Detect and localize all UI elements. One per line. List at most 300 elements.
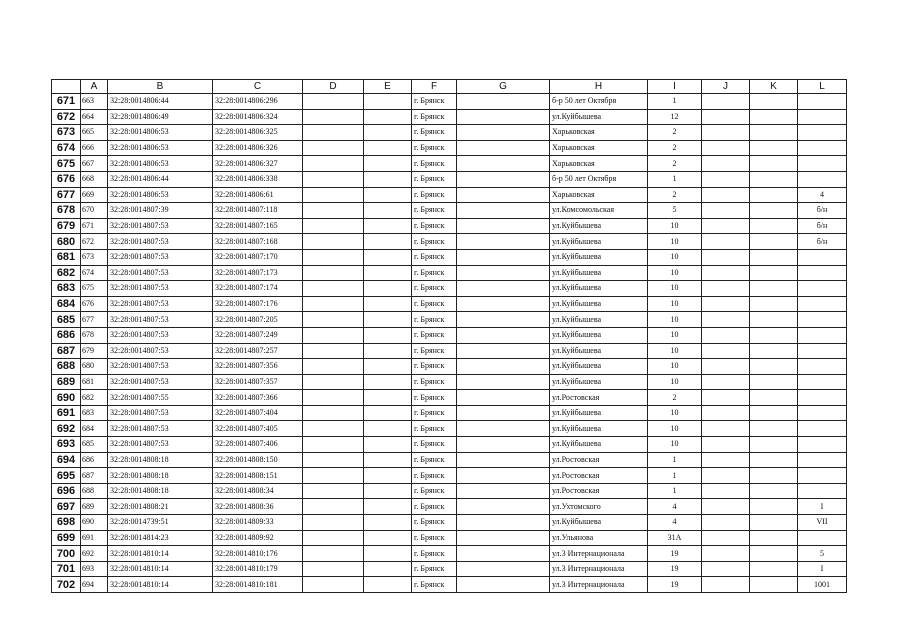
cell-l[interactable] bbox=[798, 249, 847, 265]
cell-g[interactable] bbox=[457, 343, 550, 359]
cell-b[interactable]: 32:28:0014739:51 bbox=[108, 515, 213, 531]
cell-k[interactable] bbox=[750, 109, 798, 125]
cell-a[interactable]: 691 bbox=[81, 530, 108, 546]
cell-h[interactable]: ул.Комсомольская bbox=[550, 203, 648, 219]
cell-i[interactable]: 1 bbox=[648, 171, 702, 187]
cell-b[interactable]: 32:28:0014807:53 bbox=[108, 421, 213, 437]
cell-i[interactable]: 19 bbox=[648, 546, 702, 562]
cell-g[interactable] bbox=[457, 125, 550, 141]
cell-c[interactable]: 32:28:0014807:118 bbox=[213, 203, 303, 219]
cell-b[interactable]: 32:28:0014806:44 bbox=[108, 94, 213, 110]
cell-j[interactable] bbox=[702, 94, 750, 110]
cell-b[interactable]: 32:28:0014807:55 bbox=[108, 390, 213, 406]
cell-e[interactable] bbox=[364, 171, 412, 187]
cell-h[interactable]: ул.Куйбышева bbox=[550, 437, 648, 453]
cell-c[interactable]: 32:28:0014807:357 bbox=[213, 374, 303, 390]
cell-f[interactable]: г. Брянск bbox=[412, 171, 457, 187]
cell-b[interactable]: 32:28:0014807:53 bbox=[108, 343, 213, 359]
cell-i[interactable]: 2 bbox=[648, 390, 702, 406]
cell-i[interactable]: 4 bbox=[648, 515, 702, 531]
cell-i[interactable]: 1 bbox=[648, 452, 702, 468]
cell-l[interactable] bbox=[798, 171, 847, 187]
cell-e[interactable] bbox=[364, 156, 412, 172]
cell-a[interactable]: 685 bbox=[81, 437, 108, 453]
cell-i[interactable]: 10 bbox=[648, 265, 702, 281]
column-header-f[interactable]: F bbox=[412, 80, 457, 94]
cell-j[interactable] bbox=[702, 483, 750, 499]
cell-l[interactable]: б/н bbox=[798, 218, 847, 234]
cell-a[interactable]: 684 bbox=[81, 421, 108, 437]
cell-a[interactable]: 668 bbox=[81, 171, 108, 187]
cell-b[interactable]: 32:28:0014807:39 bbox=[108, 203, 213, 219]
cell-b[interactable]: 32:28:0014810:14 bbox=[108, 546, 213, 562]
column-header-d[interactable]: D bbox=[303, 80, 364, 94]
cell-c[interactable]: 32:28:0014807:173 bbox=[213, 265, 303, 281]
cell-g[interactable] bbox=[457, 140, 550, 156]
cell-f[interactable]: г. Брянск bbox=[412, 281, 457, 297]
cell-i[interactable]: 10 bbox=[648, 281, 702, 297]
cell-e[interactable] bbox=[364, 125, 412, 141]
cell-e[interactable] bbox=[364, 374, 412, 390]
cell-c[interactable]: 32:28:0014807:366 bbox=[213, 390, 303, 406]
cell-c[interactable]: 32:28:0014806:326 bbox=[213, 140, 303, 156]
cell-g[interactable] bbox=[457, 234, 550, 250]
cell-b[interactable]: 32:28:0014806:53 bbox=[108, 187, 213, 203]
cell-c[interactable]: 32:28:0014810:179 bbox=[213, 561, 303, 577]
cell-f[interactable]: г. Брянск bbox=[412, 405, 457, 421]
cell-b[interactable]: 32:28:0014807:53 bbox=[108, 249, 213, 265]
cell-g[interactable] bbox=[457, 390, 550, 406]
cell-f[interactable]: г. Брянск bbox=[412, 312, 457, 328]
cell-k[interactable] bbox=[750, 187, 798, 203]
cell-e[interactable] bbox=[364, 577, 412, 593]
column-header-b[interactable]: B bbox=[108, 80, 213, 94]
cell-i[interactable]: 4 bbox=[648, 499, 702, 515]
row-number[interactable]: 674 bbox=[52, 140, 81, 156]
cell-l[interactable] bbox=[798, 374, 847, 390]
cell-h[interactable]: б-р 50 лет Октября bbox=[550, 171, 648, 187]
cell-i[interactable]: 1 bbox=[648, 468, 702, 484]
cell-h[interactable]: ул.Куйбышева bbox=[550, 343, 648, 359]
cell-b[interactable]: 32:28:0014807:53 bbox=[108, 374, 213, 390]
cell-f[interactable]: г. Брянск bbox=[412, 156, 457, 172]
row-number[interactable]: 680 bbox=[52, 234, 81, 250]
column-header-c[interactable]: C bbox=[213, 80, 303, 94]
cell-d[interactable] bbox=[303, 390, 364, 406]
cell-a[interactable]: 681 bbox=[81, 374, 108, 390]
cell-h[interactable]: Харьковская bbox=[550, 187, 648, 203]
cell-j[interactable] bbox=[702, 499, 750, 515]
cell-c[interactable]: 32:28:0014809:33 bbox=[213, 515, 303, 531]
cell-i[interactable]: 12 bbox=[648, 109, 702, 125]
row-number[interactable]: 691 bbox=[52, 405, 81, 421]
cell-c[interactable]: 32:28:0014807:356 bbox=[213, 359, 303, 375]
cell-c[interactable]: 32:28:0014807:174 bbox=[213, 281, 303, 297]
cell-d[interactable] bbox=[303, 187, 364, 203]
cell-h[interactable]: ул.Куйбышева bbox=[550, 359, 648, 375]
cell-e[interactable] bbox=[364, 483, 412, 499]
cell-f[interactable]: г. Брянск bbox=[412, 343, 457, 359]
cell-j[interactable] bbox=[702, 218, 750, 234]
cell-l[interactable]: 1001 bbox=[798, 577, 847, 593]
cell-k[interactable] bbox=[750, 312, 798, 328]
cell-c[interactable]: 32:28:0014807:165 bbox=[213, 218, 303, 234]
cell-d[interactable] bbox=[303, 561, 364, 577]
cell-l[interactable] bbox=[798, 530, 847, 546]
cell-f[interactable]: г. Брянск bbox=[412, 468, 457, 484]
cell-a[interactable]: 679 bbox=[81, 343, 108, 359]
cell-a[interactable]: 686 bbox=[81, 452, 108, 468]
cell-a[interactable]: 676 bbox=[81, 296, 108, 312]
row-number[interactable]: 683 bbox=[52, 281, 81, 297]
cell-c[interactable]: 32:28:0014806:61 bbox=[213, 187, 303, 203]
cell-g[interactable] bbox=[457, 452, 550, 468]
cell-b[interactable]: 32:28:0014814:23 bbox=[108, 530, 213, 546]
row-number[interactable]: 672 bbox=[52, 109, 81, 125]
cell-k[interactable] bbox=[750, 483, 798, 499]
cell-h[interactable]: ул.Куйбышева bbox=[550, 249, 648, 265]
cell-e[interactable] bbox=[364, 515, 412, 531]
cell-h[interactable]: ул.Куйбышева bbox=[550, 421, 648, 437]
cell-f[interactable]: г. Брянск bbox=[412, 109, 457, 125]
cell-c[interactable]: 32:28:0014807:170 bbox=[213, 249, 303, 265]
cell-g[interactable] bbox=[457, 374, 550, 390]
cell-k[interactable] bbox=[750, 421, 798, 437]
row-number[interactable]: 694 bbox=[52, 452, 81, 468]
cell-h[interactable]: ул.Ростовская bbox=[550, 483, 648, 499]
cell-i[interactable]: 10 bbox=[648, 359, 702, 375]
cell-g[interactable] bbox=[457, 359, 550, 375]
cell-h[interactable]: ул.Куйбышева bbox=[550, 405, 648, 421]
cell-k[interactable] bbox=[750, 156, 798, 172]
cell-c[interactable]: 32:28:0014806:296 bbox=[213, 94, 303, 110]
cell-f[interactable]: г. Брянск bbox=[412, 452, 457, 468]
cell-a[interactable]: 690 bbox=[81, 515, 108, 531]
cell-c[interactable]: 32:28:0014810:181 bbox=[213, 577, 303, 593]
cell-k[interactable] bbox=[750, 468, 798, 484]
cell-i[interactable]: 19 bbox=[648, 561, 702, 577]
cell-k[interactable] bbox=[750, 140, 798, 156]
cell-e[interactable] bbox=[364, 249, 412, 265]
cell-l[interactable] bbox=[798, 390, 847, 406]
cell-d[interactable] bbox=[303, 203, 364, 219]
cell-g[interactable] bbox=[457, 499, 550, 515]
cell-j[interactable] bbox=[702, 187, 750, 203]
cell-h[interactable]: ул.Куйбышева bbox=[550, 515, 648, 531]
cell-b[interactable]: 32:28:0014807:53 bbox=[108, 312, 213, 328]
cell-k[interactable] bbox=[750, 515, 798, 531]
cell-a[interactable]: 664 bbox=[81, 109, 108, 125]
cell-k[interactable] bbox=[750, 218, 798, 234]
cell-i[interactable]: 1 bbox=[648, 483, 702, 499]
cell-j[interactable] bbox=[702, 405, 750, 421]
cell-b[interactable]: 32:28:0014807:53 bbox=[108, 327, 213, 343]
cell-h[interactable]: ул.Куйбышева bbox=[550, 312, 648, 328]
cell-e[interactable] bbox=[364, 546, 412, 562]
cell-d[interactable] bbox=[303, 234, 364, 250]
cell-j[interactable] bbox=[702, 577, 750, 593]
cell-l[interactable] bbox=[798, 421, 847, 437]
cell-h[interactable]: ул.Ростовская bbox=[550, 468, 648, 484]
cell-l[interactable]: б/н bbox=[798, 234, 847, 250]
cell-j[interactable] bbox=[702, 530, 750, 546]
cell-j[interactable] bbox=[702, 171, 750, 187]
column-header-i[interactable]: I bbox=[648, 80, 702, 94]
row-number[interactable]: 675 bbox=[52, 156, 81, 172]
cell-i[interactable]: 31А bbox=[648, 530, 702, 546]
row-number[interactable]: 692 bbox=[52, 421, 81, 437]
cell-a[interactable]: 673 bbox=[81, 249, 108, 265]
cell-a[interactable]: 677 bbox=[81, 312, 108, 328]
cell-i[interactable]: 2 bbox=[648, 140, 702, 156]
cell-b[interactable]: 32:28:0014806:53 bbox=[108, 125, 213, 141]
cell-a[interactable]: 678 bbox=[81, 327, 108, 343]
cell-b[interactable]: 32:28:0014808:18 bbox=[108, 483, 213, 499]
cell-j[interactable] bbox=[702, 312, 750, 328]
cell-e[interactable] bbox=[364, 109, 412, 125]
cell-c[interactable]: 32:28:0014806:338 bbox=[213, 171, 303, 187]
cell-e[interactable] bbox=[364, 530, 412, 546]
cell-h[interactable]: ул.Куйбышева bbox=[550, 218, 648, 234]
cell-h[interactable]: ул.Куйбышева bbox=[550, 265, 648, 281]
cell-i[interactable]: 5 bbox=[648, 203, 702, 219]
cell-j[interactable] bbox=[702, 421, 750, 437]
cell-f[interactable]: г. Брянск bbox=[412, 530, 457, 546]
cell-g[interactable] bbox=[457, 546, 550, 562]
cell-j[interactable] bbox=[702, 281, 750, 297]
cell-j[interactable] bbox=[702, 359, 750, 375]
cell-a[interactable]: 682 bbox=[81, 390, 108, 406]
cell-b[interactable]: 32:28:0014806:53 bbox=[108, 156, 213, 172]
row-number[interactable]: 688 bbox=[52, 359, 81, 375]
column-header-j[interactable]: J bbox=[702, 80, 750, 94]
cell-d[interactable] bbox=[303, 359, 364, 375]
cell-h[interactable]: б-р 50 лет Октября bbox=[550, 94, 648, 110]
cell-g[interactable] bbox=[457, 249, 550, 265]
cell-f[interactable]: г. Брянск bbox=[412, 265, 457, 281]
cell-g[interactable] bbox=[457, 437, 550, 453]
cell-h[interactable]: Харьковская bbox=[550, 156, 648, 172]
cell-i[interactable]: 2 bbox=[648, 156, 702, 172]
cell-a[interactable]: 666 bbox=[81, 140, 108, 156]
cell-a[interactable]: 689 bbox=[81, 499, 108, 515]
cell-h[interactable]: ул.Куйбышева bbox=[550, 296, 648, 312]
cell-g[interactable] bbox=[457, 265, 550, 281]
cell-k[interactable] bbox=[750, 203, 798, 219]
cell-c[interactable]: 32:28:0014807:205 bbox=[213, 312, 303, 328]
row-number[interactable]: 689 bbox=[52, 374, 81, 390]
cell-b[interactable]: 32:28:0014808:21 bbox=[108, 499, 213, 515]
cell-d[interactable] bbox=[303, 515, 364, 531]
cell-b[interactable]: 32:28:0014806:44 bbox=[108, 171, 213, 187]
cell-l[interactable] bbox=[798, 452, 847, 468]
row-number[interactable]: 685 bbox=[52, 312, 81, 328]
cell-e[interactable] bbox=[364, 187, 412, 203]
cell-e[interactable] bbox=[364, 218, 412, 234]
cell-b[interactable]: 32:28:0014807:53 bbox=[108, 359, 213, 375]
cell-g[interactable] bbox=[457, 515, 550, 531]
cell-l[interactable] bbox=[798, 296, 847, 312]
cell-d[interactable] bbox=[303, 374, 364, 390]
cell-g[interactable] bbox=[457, 421, 550, 437]
column-header-h[interactable]: H bbox=[550, 80, 648, 94]
cell-h[interactable]: ул.Ростовская bbox=[550, 452, 648, 468]
cell-l[interactable]: б/н bbox=[798, 203, 847, 219]
cell-f[interactable]: г. Брянск bbox=[412, 374, 457, 390]
cell-k[interactable] bbox=[750, 499, 798, 515]
cell-l[interactable] bbox=[798, 312, 847, 328]
cell-b[interactable]: 32:28:0014807:53 bbox=[108, 296, 213, 312]
cell-e[interactable] bbox=[364, 468, 412, 484]
cell-a[interactable]: 669 bbox=[81, 187, 108, 203]
cell-h[interactable]: ул.Ростовская bbox=[550, 390, 648, 406]
cell-j[interactable] bbox=[702, 437, 750, 453]
cell-g[interactable] bbox=[457, 530, 550, 546]
cell-f[interactable]: г. Брянск bbox=[412, 249, 457, 265]
cell-e[interactable] bbox=[364, 561, 412, 577]
cell-l[interactable]: 5 bbox=[798, 546, 847, 562]
row-number[interactable]: 690 bbox=[52, 390, 81, 406]
cell-j[interactable] bbox=[702, 140, 750, 156]
row-number[interactable]: 700 bbox=[52, 546, 81, 562]
cell-d[interactable] bbox=[303, 546, 364, 562]
cell-d[interactable] bbox=[303, 421, 364, 437]
cell-f[interactable]: г. Брянск bbox=[412, 577, 457, 593]
cell-k[interactable] bbox=[750, 374, 798, 390]
cell-d[interactable] bbox=[303, 140, 364, 156]
cell-a[interactable]: 687 bbox=[81, 468, 108, 484]
cell-k[interactable] bbox=[750, 359, 798, 375]
cell-a[interactable]: 671 bbox=[81, 218, 108, 234]
cell-j[interactable] bbox=[702, 125, 750, 141]
cell-f[interactable]: г. Брянск bbox=[412, 234, 457, 250]
cell-l[interactable] bbox=[798, 327, 847, 343]
cell-h[interactable]: ул.Ульянова bbox=[550, 530, 648, 546]
cell-b[interactable]: 32:28:0014810:14 bbox=[108, 561, 213, 577]
cell-b[interactable]: 32:28:0014810:14 bbox=[108, 577, 213, 593]
cell-g[interactable] bbox=[457, 281, 550, 297]
cell-j[interactable] bbox=[702, 546, 750, 562]
cell-e[interactable] bbox=[364, 140, 412, 156]
cell-k[interactable] bbox=[750, 281, 798, 297]
cell-b[interactable]: 32:28:0014807:53 bbox=[108, 218, 213, 234]
cell-j[interactable] bbox=[702, 296, 750, 312]
cell-g[interactable] bbox=[457, 483, 550, 499]
cell-g[interactable] bbox=[457, 156, 550, 172]
column-header-e[interactable]: E bbox=[364, 80, 412, 94]
cell-d[interactable] bbox=[303, 343, 364, 359]
cell-l[interactable] bbox=[798, 343, 847, 359]
row-number[interactable]: 697 bbox=[52, 499, 81, 515]
cell-k[interactable] bbox=[750, 546, 798, 562]
cell-i[interactable]: 2 bbox=[648, 187, 702, 203]
cell-d[interactable] bbox=[303, 249, 364, 265]
cell-i[interactable]: 10 bbox=[648, 218, 702, 234]
cell-j[interactable] bbox=[702, 390, 750, 406]
cell-k[interactable] bbox=[750, 577, 798, 593]
cell-d[interactable] bbox=[303, 499, 364, 515]
cell-b[interactable]: 32:28:0014807:53 bbox=[108, 265, 213, 281]
cell-k[interactable] bbox=[750, 265, 798, 281]
cell-j[interactable] bbox=[702, 234, 750, 250]
cell-c[interactable]: 32:28:0014807:168 bbox=[213, 234, 303, 250]
cell-a[interactable]: 680 bbox=[81, 359, 108, 375]
row-number[interactable]: 679 bbox=[52, 218, 81, 234]
cell-e[interactable] bbox=[364, 421, 412, 437]
cell-c[interactable]: 32:28:0014807:249 bbox=[213, 327, 303, 343]
column-header-l[interactable]: L bbox=[798, 80, 847, 94]
row-number[interactable]: 681 bbox=[52, 249, 81, 265]
cell-g[interactable] bbox=[457, 187, 550, 203]
cell-a[interactable]: 672 bbox=[81, 234, 108, 250]
row-number[interactable]: 684 bbox=[52, 296, 81, 312]
cell-j[interactable] bbox=[702, 515, 750, 531]
cell-e[interactable] bbox=[364, 281, 412, 297]
cell-l[interactable]: VII bbox=[798, 515, 847, 531]
row-number[interactable]: 696 bbox=[52, 483, 81, 499]
cell-f[interactable]: г. Брянск bbox=[412, 359, 457, 375]
cell-e[interactable] bbox=[364, 312, 412, 328]
cell-a[interactable]: 674 bbox=[81, 265, 108, 281]
cell-e[interactable] bbox=[364, 234, 412, 250]
cell-d[interactable] bbox=[303, 437, 364, 453]
cell-j[interactable] bbox=[702, 327, 750, 343]
cell-g[interactable] bbox=[457, 561, 550, 577]
cell-i[interactable]: 10 bbox=[648, 405, 702, 421]
cell-e[interactable] bbox=[364, 390, 412, 406]
cell-l[interactable] bbox=[798, 281, 847, 297]
cell-f[interactable]: г. Брянск bbox=[412, 437, 457, 453]
cell-g[interactable] bbox=[457, 296, 550, 312]
cell-k[interactable] bbox=[750, 437, 798, 453]
row-number[interactable]: 676 bbox=[52, 171, 81, 187]
cell-f[interactable]: г. Брянск bbox=[412, 203, 457, 219]
cell-c[interactable]: 32:28:0014809:92 bbox=[213, 530, 303, 546]
cell-g[interactable] bbox=[457, 171, 550, 187]
cell-f[interactable]: г. Брянск bbox=[412, 515, 457, 531]
cell-j[interactable] bbox=[702, 452, 750, 468]
row-number[interactable]: 678 bbox=[52, 203, 81, 219]
cell-k[interactable] bbox=[750, 561, 798, 577]
cell-i[interactable]: 10 bbox=[648, 437, 702, 453]
cell-a[interactable]: 694 bbox=[81, 577, 108, 593]
cell-f[interactable]: г. Брянск bbox=[412, 327, 457, 343]
cell-h[interactable]: ул.Куйбышева bbox=[550, 374, 648, 390]
cell-k[interactable] bbox=[750, 452, 798, 468]
cell-k[interactable] bbox=[750, 343, 798, 359]
cell-d[interactable] bbox=[303, 109, 364, 125]
cell-i[interactable]: 19 bbox=[648, 577, 702, 593]
row-number[interactable]: 677 bbox=[52, 187, 81, 203]
row-number[interactable]: 693 bbox=[52, 437, 81, 453]
cell-h[interactable]: ул.Куйбышева bbox=[550, 327, 648, 343]
cell-d[interactable] bbox=[303, 468, 364, 484]
cell-e[interactable] bbox=[364, 203, 412, 219]
cell-i[interactable]: 10 bbox=[648, 421, 702, 437]
cell-e[interactable] bbox=[364, 94, 412, 110]
cell-c[interactable]: 32:28:0014806:325 bbox=[213, 125, 303, 141]
cell-d[interactable] bbox=[303, 265, 364, 281]
cell-a[interactable]: 683 bbox=[81, 405, 108, 421]
cell-l[interactable] bbox=[798, 437, 847, 453]
cell-b[interactable]: 32:28:0014807:53 bbox=[108, 437, 213, 453]
cell-a[interactable]: 675 bbox=[81, 281, 108, 297]
cell-d[interactable] bbox=[303, 296, 364, 312]
cell-a[interactable]: 665 bbox=[81, 125, 108, 141]
cell-d[interactable] bbox=[303, 577, 364, 593]
cell-l[interactable]: I bbox=[798, 561, 847, 577]
cell-i[interactable]: 10 bbox=[648, 343, 702, 359]
